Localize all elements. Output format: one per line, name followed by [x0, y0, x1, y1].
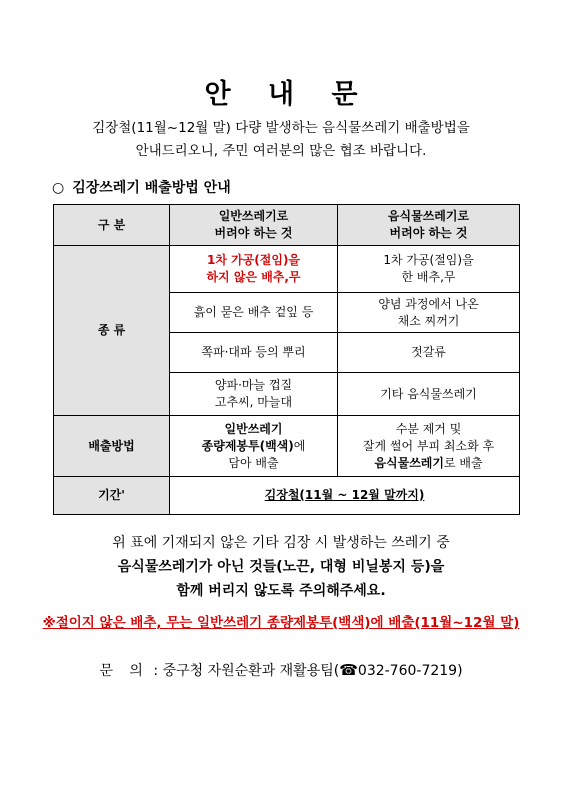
note-line-3: 함께 버리지 않도록 주의해주세요. [176, 583, 386, 599]
kind-general-line-1: 흙이 묻은 배추 겉잎 등 [193, 305, 314, 319]
method-general-cell [170, 416, 338, 477]
method-food-line-3 [338, 455, 519, 472]
document-title: 안 내 문 [204, 79, 372, 110]
table-row [54, 246, 520, 293]
intro-line-1: 김장철(11월~12월 말) 다량 발생하는 음식물쓰레기 배출방법을 [92, 120, 470, 136]
header-general-line-2: 버려야 하는 것 [214, 226, 293, 240]
kind-food-line-1: 1차 가공(절임)을 [383, 253, 474, 267]
kind-food-cell [338, 293, 520, 333]
table-row [54, 416, 520, 477]
header-food-line-2: 버려야 하는 것 [389, 226, 468, 240]
caution-note [0, 531, 562, 603]
method-food-bold: 음식물쓰레기 [374, 455, 444, 470]
telephone-icon: ☎ [339, 661, 358, 679]
method-general-suffix: 에 [293, 438, 306, 453]
contact-dept: 중구청 자원순환과 재활용팀( [162, 663, 340, 679]
note-line-2: 음식물쓰레기가 아닌 것들(노끈, 대형 비닐봉지 등)을 [117, 559, 445, 575]
contact-separator: : [153, 663, 159, 679]
kind-food-line-1: 양념 과정에서 나온 [378, 296, 479, 311]
kind-general-line-1: 양파·마늘 껍질 [214, 378, 293, 392]
method-food-line-2: 잘게 썰어 부피 최소화 후 [362, 438, 495, 453]
method-general-line-2 [170, 438, 337, 455]
contact-info [0, 660, 562, 680]
contact-label: 문 의 [99, 663, 149, 679]
warning-text: ※절이지 않은 배추, 무는 일반쓰레기 종량제봉투(백색)에 배출(11월~12월 말) [42, 615, 520, 631]
kind-food-line-2: 한 배추,무 [401, 270, 456, 284]
method-general-line-1: 일반쓰레기 [224, 421, 283, 436]
header-general-line-1: 일반쓰레기로 [218, 209, 289, 223]
kind-general-cell [170, 293, 338, 333]
note-line-1: 위 표에 기재되지 않은 기타 김장 시 발생하는 쓰레기 중 [112, 535, 450, 551]
contact-phone: 032-760-7219 [357, 663, 458, 679]
kind-food-cell [338, 246, 520, 293]
method-food-line-1: 수분 제거 및 [395, 421, 462, 436]
kind-food-line-2: 채소 찌꺼기 [397, 313, 460, 328]
period-value: 김장철(11월 ~ 12월 말까지) [264, 488, 425, 502]
kind-food-cell: 젓갈류 [338, 333, 520, 373]
kind-general-line-2: 고추씨, 마늘대 [214, 395, 293, 409]
period-label: 기간' [54, 477, 170, 515]
method-food-suffix: 로 배출 [443, 455, 483, 470]
kind-general-cell: 쪽파·대파 등의 뿌리 [170, 333, 338, 373]
method-general-line-3: 담아 배출 [228, 455, 279, 470]
method-label: 배출방법 [54, 416, 170, 477]
method-general-bag: 종량제봉투(백색) [201, 438, 294, 453]
kind-general-line-1: 1차 가공(절임)을 [206, 253, 301, 267]
kind-general-cell [170, 373, 338, 416]
kind-general-line-2: 하지 않은 배추,무 [206, 270, 301, 284]
contact-close: ) [457, 663, 463, 679]
disposal-table [53, 204, 520, 515]
table-header-row [54, 205, 520, 246]
intro-text [0, 117, 562, 163]
circle-bullet-icon: ○ [52, 180, 65, 196]
table-row [54, 477, 520, 515]
section-heading [52, 177, 231, 197]
section-heading-text: 김장쓰레기 배출방법 안내 [72, 180, 231, 196]
kinds-label: 종 류 [54, 246, 170, 416]
period-value-cell [170, 477, 520, 515]
header-category: 구 분 [54, 205, 170, 246]
header-food [338, 205, 520, 246]
intro-line-2: 안내드리오니, 주민 여러분의 많은 협조 바랍니다. [135, 143, 427, 159]
kind-general-cell [170, 246, 338, 293]
header-general [170, 205, 338, 246]
header-food-line-1: 음식물쓰레기로 [387, 209, 470, 223]
method-food-cell [338, 416, 520, 477]
kind-food-cell: 기타 음식물쓰레기 [338, 373, 520, 416]
